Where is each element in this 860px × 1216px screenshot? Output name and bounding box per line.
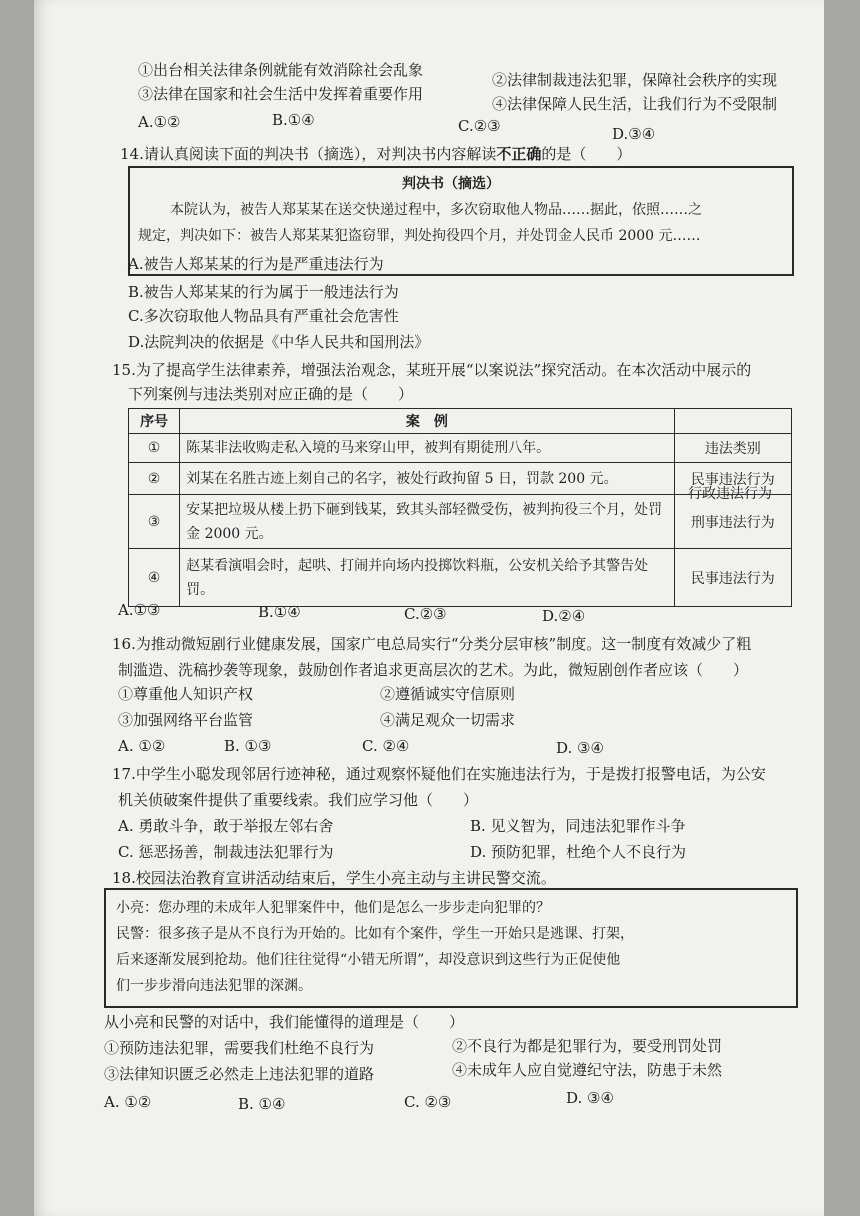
verdict-line-2: 规定，判决如下：被告人郑某某犯盗窃罪，判处拘役四个月，并处罚金人民币 2000 元…… <box>138 228 701 244</box>
q14-option-b[interactable]: B.被告人郑某某的行为属于一般违法行为 <box>128 283 399 301</box>
q16-choice-b[interactable]: B. ①③ <box>224 737 272 755</box>
q17-option-a[interactable]: A. 勇敢斗争，敢于举报左邻右舍 <box>118 817 334 835</box>
row-case: 安某把垃圾从楼上扔下砸到钱某，致其头部轻微受伤，被判拘役三个月，处罚金 2000 元。 <box>180 495 674 549</box>
q18-question: 从小亮和民警的对话中，我们能懂得的道理是（ ） <box>104 1013 465 1031</box>
q16-choice-a[interactable]: A. ①② <box>118 737 166 755</box>
verdict-line-1: 本院认为，被告人郑某某在送交快递过程中，多次窃取他人物品……据此，依照……之 <box>170 202 702 218</box>
q16-option-1: ①尊重他人知识产权 <box>118 685 254 703</box>
header-no: 序号 <box>129 409 180 434</box>
q13-option-4: ④法律保障人民生活，让我们行为不受限制 <box>492 95 778 113</box>
row-no: ④ <box>129 549 180 607</box>
q16-option-2: ②遵循诚实守信原则 <box>380 685 516 703</box>
q14-option-d[interactable]: D.法院判决的依据是《中华人民共和国刑法》 <box>128 333 430 351</box>
row-2-type: 行政违法行为 <box>688 486 772 502</box>
dialogue-line-1: 小亮：您办理的未成年人犯罪案件中，他们是怎么一步步走向犯罪的？ <box>116 900 550 916</box>
row-case: 赵某看演唱会时，起哄、打闹并向场内投掷饮料瓶，公安机关给予其警告处罚。 <box>180 549 674 607</box>
q18-stem: 18.校园法治教育宣讲活动结束后，学生小亮主动与主讲民警交流。 <box>112 869 556 887</box>
row-no: ① <box>129 434 180 463</box>
row-case: 陈某非法收购走私入境的马来穿山甲，被判有期徒刑八年。 <box>180 434 674 463</box>
q17-option-c[interactable]: C. 惩恶扬善，制裁违法犯罪行为 <box>118 843 334 861</box>
q16-stem-line-2: 制滥造、洗稿抄袭等现象，鼓励创作者追求更高层次的艺术。为此，微短剧创作者应该（ ） <box>118 661 749 679</box>
q14-stem-end: 的是（ ） <box>541 145 632 163</box>
q18-choice-a[interactable]: A. ①② <box>104 1093 152 1111</box>
q13-choice-a[interactable]: A.①② <box>138 113 181 131</box>
row-type: 民事违法行为 <box>674 463 791 495</box>
row-type: 民事违法行为 <box>674 549 791 607</box>
row-no: ③ <box>129 495 180 549</box>
dialogue-line-3: 后来逐渐发展到抢劫。他们往往觉得“小错无所谓”，却没意识到这些行为正促使他 <box>116 952 621 968</box>
q16-option-4: ④满足观众一切需求 <box>380 711 516 729</box>
q17-option-d[interactable]: D. 预防犯罪，杜绝个人不良行为 <box>470 843 687 861</box>
q15-choice-c[interactable]: C.②③ <box>404 605 447 623</box>
table-header-row <box>129 409 792 434</box>
q14-stem-emphasis: 不正确 <box>496 145 542 163</box>
q13-option-1: ①出台相关法律条例就能有效消除社会乱象 <box>138 61 424 79</box>
q15-choice-b[interactable]: B.①④ <box>258 603 301 621</box>
verdict-title: 判决书（摘选） <box>402 176 500 192</box>
q17-option-b[interactable]: B. 见义智为，同违法犯罪作斗争 <box>470 817 686 835</box>
q16-stem-line-1: 16.为推动微短剧行业健康发展，国家广电总局实行“分类分层审核”制度。这一制度有效减少了粗 <box>112 635 752 653</box>
q18-choice-c[interactable]: C. ②③ <box>404 1093 452 1111</box>
q14-stem <box>120 144 631 164</box>
q14-stem-text: 14.请认真阅读下面的判决书（摘选），对判决书内容解读 <box>120 145 497 163</box>
q16-option-3: ③加强网络平台监管 <box>118 711 254 729</box>
q15-stem-line-1: 15.为了提高学生法律素养，增强法治观念，某班开展“以案说法”探究活动。在本次活动中展示的 <box>112 361 752 379</box>
q17-stem-line-1: 17.中学生小聪发现邻居行迹神秘，通过观察怀疑他们在实施违法行为，于是拨打报警电话，为公安 <box>112 765 766 783</box>
q16-choice-d[interactable]: D. ③④ <box>556 739 604 757</box>
dialogue-line-2: 民警：很多孩子是从不良行为开始的。比如有个案件，学生一开始只是逃课、打架， <box>116 926 634 942</box>
table-row <box>129 434 792 463</box>
q13-option-2: ②法律制裁违法犯罪，保障社会秩序的实现 <box>492 71 778 89</box>
dialogue-line-4: 们一步步滑向违法犯罪的深渊。 <box>116 978 312 994</box>
row-type: 刑事违法行为 <box>674 495 791 549</box>
q18-option-1: ①预防违法犯罪，需要我们杜绝不良行为 <box>104 1039 375 1057</box>
q17-stem-line-2: 机关侦破案件提供了重要线索。我们应学习他（ ） <box>118 791 479 809</box>
q16-choice-c[interactable]: C. ②④ <box>362 737 410 755</box>
q13-choice-b[interactable]: B.①④ <box>272 111 315 129</box>
header-type-spacer <box>674 409 791 434</box>
q18-option-2: ②不良行为都是犯罪行为，要受刑罚处罚 <box>452 1037 723 1055</box>
q18-option-4: ④未成年人应自觉遵纪守法，防患于未然 <box>452 1061 723 1079</box>
row-case: 刘某在名胜古迹上刻自己的名字，被处行政拘留 5 日，罚款 200 元。 <box>180 463 674 495</box>
header-type: 违法类别 <box>674 434 791 463</box>
q18-choice-d[interactable]: D. ③④ <box>566 1089 614 1107</box>
q15-stem-line-2: 下列案例与违法类别对应正确的是（ ） <box>128 385 414 403</box>
header-case: 案 例 <box>180 409 674 434</box>
q15-choice-d[interactable]: D.②④ <box>542 607 586 625</box>
q14-option-c[interactable]: C.多次窃取他人物品具有严重社会危害性 <box>128 307 399 325</box>
row-no: ② <box>129 463 180 495</box>
q13-option-3: ③法律在国家和社会生活中发挥着重要作用 <box>138 85 424 103</box>
q14-option-a[interactable]: A.被告人郑某某的行为是严重违法行为 <box>128 255 384 273</box>
q15-choice-a[interactable]: A.①③ <box>118 601 161 619</box>
q15-case-table <box>128 408 792 607</box>
q13-choice-c[interactable]: C.②③ <box>458 117 501 135</box>
q18-choice-b[interactable]: B. ①④ <box>238 1095 286 1113</box>
q18-option-3: ③法律知识匮乏必然走上违法犯罪的道路 <box>104 1065 375 1083</box>
table-row <box>129 549 792 607</box>
q13-choice-d[interactable]: D.③④ <box>612 125 656 143</box>
